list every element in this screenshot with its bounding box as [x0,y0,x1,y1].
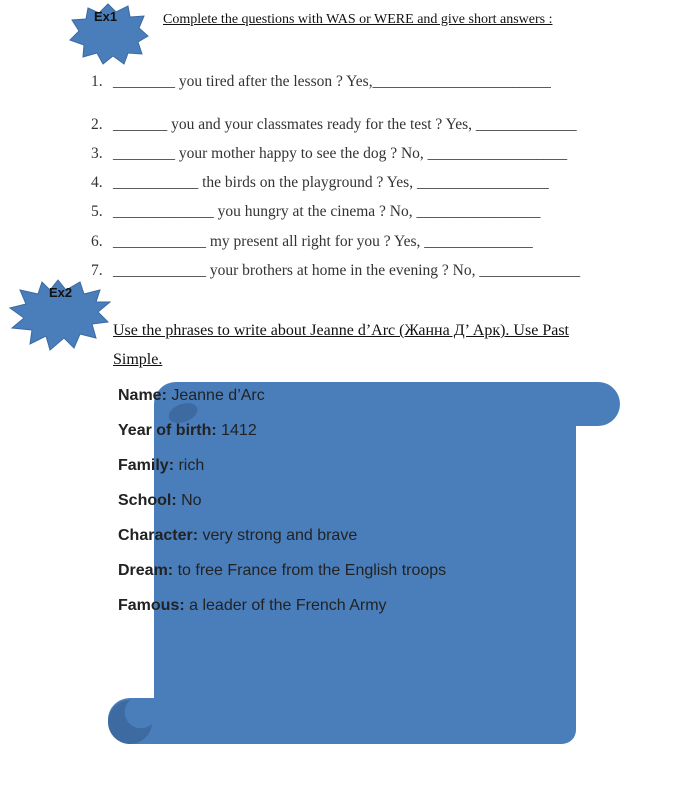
question-item: 3. ________ your mother happy to see the dog ? No, __________________ [91,145,568,162]
question-item: 7. ____________ your brothers at home in the evening ? No, _____________ [91,262,581,279]
question-item: 5. _____________ you hungry at the cinema ? No, ________________ [91,203,541,220]
ex1-instruction: Complete the questions with WAS or WERE and give short answers : [163,12,553,27]
info-row-family: Family: rich [118,457,205,474]
question-item: 2. _______ you and your classmates ready for the test ? Yes, _____________ [91,116,577,133]
info-row-year: Year of birth: 1412 [118,422,257,439]
info-row-character: Character: very strong and brave [118,527,358,544]
ex2-badge-label: Ex2 [49,285,73,300]
info-row-school: School: No [118,492,202,509]
info-row-dream: Dream: to free France from the English troops [118,562,447,579]
question-item: 6. ____________ my present all right for you ? Yes, ______________ [91,233,533,250]
question-item: 4. ___________ the birds on the playground ? Yes, _________________ [91,174,549,191]
info-row-name: Name: Jeanne d’Arc [118,387,265,404]
ex1-badge-label: Ex1 [94,9,118,24]
ex2-instruction: Use the phrases to write about Jeanne d’Arc (Жанна Д’ Арк). Use Past Simple. [113,322,569,368]
info-row-famous: Famous: a leader of the French Army [118,597,387,614]
question-item: 1. ________ you tired after the lesson ? Yes,_______________________ [91,73,551,90]
